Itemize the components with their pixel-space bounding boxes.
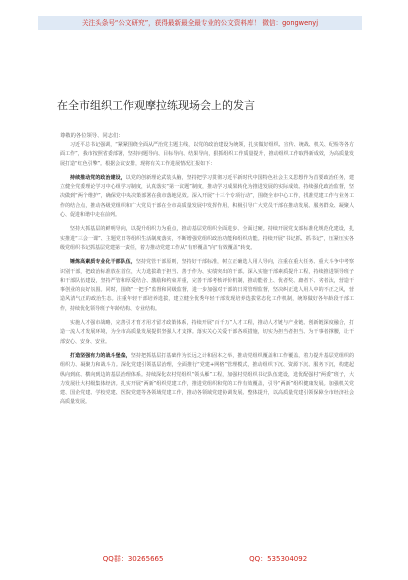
paragraph-1: 习近平总书记强调，“紧紧围绕全面从严治党主题主线，以党的政治建设为统领，扎实做好组织、宣传、统战、机关、纪检等各方面工作”，我市按照省委部署，坚持问题导向、目标导向、结果导向，狠抓组织工作质量提升，推动组织工作取得新成效，为高质量发展打造“红色引擎”。根据会议安排，现将有关工作进展情况汇报如下： [60, 142, 354, 167]
paragraph-3: 坚持大抓基层的鲜明导向，以提升组织力为重点，推动基层党组织全面进步、全面过硬。持续开展党支部标准化规范化建设，扎实推进“三会一课”、主题党日等组织生活制度落实，不断增强党组织政治功能和组织功能。持续开展“书记抓、抓书记”，压紧压实各级党组织书记抓基层党建第一责任，着力推动党建工作从“有形覆盖”向“有效覆盖”转变。 [60, 226, 354, 251]
paragraph-4: 锤炼高素质专业化干部队伍，坚持党管干部原则，坚持好干部标准，树立正确选人用人导向，注重在重大任务、重大斗争中考察识别干部，把政治标准放在首位，大力选拔敢于担当、善于作为、实绩突出的干部。深入实施干部素质提升工程，持续推进领导班子和干部队伍建设，坚持严管和厚爱结合、激励和约束并重，完善干部考核评价机制，推动能者上、优者奖、庸者下、劣者汰，营造干事创业的良好氛围。同时，围绕“一把手”监督和同级监督，进一步加强对干部的日常管理监督，坚决纠正选人用人中的不正之风，营造风清气正的政治生态。注重年轻干部培养选拔，建立健全优秀年轻干部发现培养选拔常态化工作机制，统筹做好各年龄段干部工作，持续优化领导班子年龄结构、专业结构。 [60, 259, 354, 312]
contact-footer [60, 553, 350, 565]
paragraph-lead: 打造坚强有力的战斗堡垒， [70, 352, 131, 359]
salutation: 尊敬的各位领导、同志们： [60, 133, 124, 139]
paragraph-6: 打造坚强有力的战斗堡垒，坚持把抓基层打基础作为长远之计和固本之举，推动党组织覆盖和工作覆盖，着力提升基层党组织的组织力、凝聚力和战斗力。深化党建引领基层治理，全面推行“党建+网格”管理模式，推动组织下沉、资源下沉、服务下沉，构建起纵向到底、横向到边的基层治理体系。持续深化农村党组织“领头雁”工程，加强村党组织书记队伍建设，选优配强村“两委”班子，大力发展壮大村级集体经济。扎实开展“两新”组织党建工作，推进党组织和党的工作有效覆盖，引导“两新”组织健康发展。加强机关党建、国企党建、学校党建、医院党建等各领域党建工作，推动各领域党建协调发展、整体提升，以高质量党建引领保障全市经济社会高质量发展。 [60, 352, 354, 406]
paragraph-2: 持续推动党的政治建设，以党的创新理论武装头脑，坚持把学习贯彻习近平新时代中国特色社会主义思想作为首要政治任务，建立健全党委理论学习中心组学习制度，认真落实“第一议题”制度，推动学习成果转化为推进发展的实际成效。持续强化政治监督，坚决做到“两个维护”，确保党中央决策部署在我市落地见效。深入开展“十三个专项行动”，围绕全市中心工作，找准党建工作与业务工作的结合点，推动各级党组织和广大党员干部在全市高质量发展中发挥作用，积极引导广大党员干部在推动发展、服务群众、凝聚人心、促进和谐中走在前列。 [60, 174, 354, 219]
paragraph-lead: 持续推动党的政治建设， [70, 174, 126, 181]
promo-banner: 关注头条号“公文研究”，获得最新最全最专业的公文资料库！ 微信：gongwenyj [38, 16, 362, 30]
qq-group: QQ群：30265665 [102, 555, 164, 563]
document-body [60, 141, 354, 413]
paragraph-lead: 锤炼高素质专业化干部队伍， [70, 259, 136, 266]
page-title: 在全市组织工作观摩拉练现场会上的发言 [57, 99, 255, 112]
paragraph-5: 实施人才强市战略，完善引才育才用才留才政策体系，持续开展“百千万”人才工程，推动人才链与产业链、创新链深度融合，打造一流人才发展环境，为全市高质量发展提供坚强人才支撑。落实关心关爱干部各项措施，切实为担当者担当、为干事者撑腰，让干部安心、安身、安业。 [60, 320, 354, 345]
qq-contact: QQ：535304092 [249, 555, 308, 563]
